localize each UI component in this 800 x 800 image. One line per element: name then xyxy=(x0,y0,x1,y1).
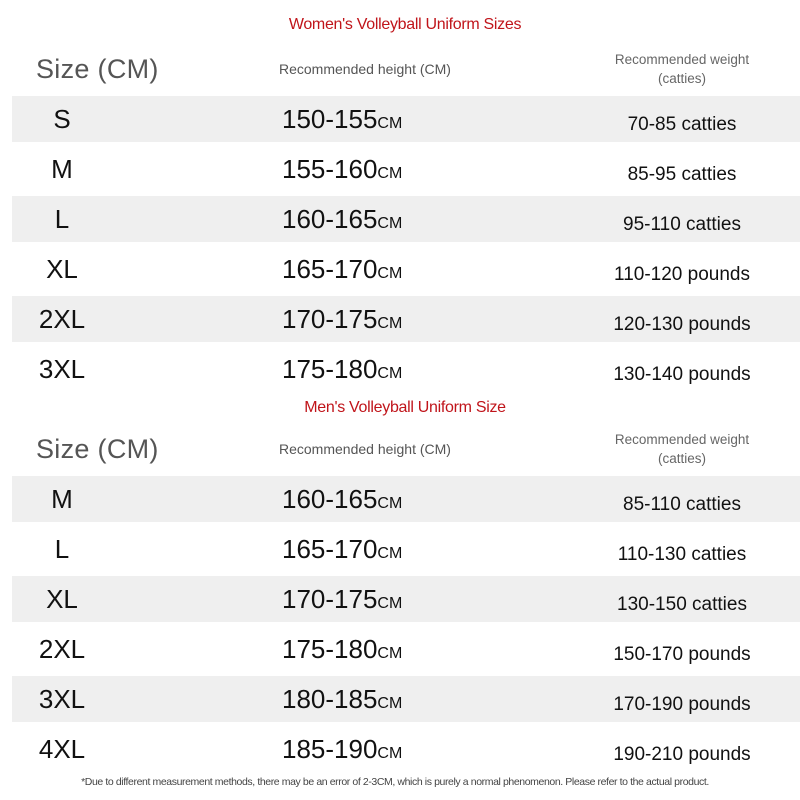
size-label: L xyxy=(54,204,70,234)
height-range xyxy=(282,246,402,292)
height-unit: CM xyxy=(377,265,403,282)
height-range xyxy=(282,196,402,242)
height-range xyxy=(282,526,402,572)
height-value: 175-180 xyxy=(282,634,378,664)
women-height-header: Recommended height (CM) xyxy=(279,61,451,77)
height-range xyxy=(282,576,402,622)
weight-range: 85-110 catties xyxy=(623,494,741,515)
women-section-title: Women's Volleyball Uniform Sizes xyxy=(288,16,522,33)
women-size-row xyxy=(12,246,800,292)
men-weight-header-line1: Recommended weight xyxy=(614,432,750,447)
height-unit: CM xyxy=(377,165,403,182)
height-unit: CM xyxy=(377,545,403,562)
men-size-row xyxy=(12,676,800,722)
measurement-footnote: *Due to different measurement methods, there may be an error of 2-3CM, which is purely a normal phenomenon. Please refer to the actual product. xyxy=(81,776,709,788)
height-value: 175-180 xyxy=(282,354,378,384)
height-value: 165-170 xyxy=(282,254,378,284)
height-unit: CM xyxy=(377,215,403,232)
height-value: 155-160 xyxy=(282,154,378,184)
height-range xyxy=(282,676,402,722)
weight-range: 150-170 pounds xyxy=(613,644,751,665)
height-unit: CM xyxy=(377,365,403,382)
height-range xyxy=(282,476,402,522)
size-label: 2XL xyxy=(38,634,86,664)
women-size-row xyxy=(12,296,800,342)
men-size-header: Size (CM) xyxy=(36,434,159,464)
weight-range: 95-110 catties xyxy=(623,214,741,235)
size-label: 3XL xyxy=(38,354,86,384)
size-label: XL xyxy=(46,254,78,284)
height-value: 150-155 xyxy=(282,104,378,134)
women-size-row xyxy=(12,346,800,392)
women-size-header: Size (CM) xyxy=(36,54,159,84)
women-weight-header-line1: Recommended weight xyxy=(614,52,750,67)
men-size-row xyxy=(12,576,800,622)
height-value: 170-175 xyxy=(282,584,378,614)
height-range xyxy=(282,346,402,392)
size-label: 2XL xyxy=(38,304,86,334)
weight-range: 130-150 catties xyxy=(617,594,747,615)
height-unit: CM xyxy=(377,495,403,512)
men-size-row xyxy=(12,526,800,572)
height-unit: CM xyxy=(377,315,403,332)
women-weight-header-line2: (catties) xyxy=(657,71,706,86)
size-label: L xyxy=(54,534,70,564)
weight-range: 170-190 pounds xyxy=(613,694,751,715)
men-weight-header xyxy=(597,430,767,468)
men-section-title: Men's Volleyball Uniform Size xyxy=(304,399,506,416)
women-size-row xyxy=(12,146,800,192)
height-value: 185-190 xyxy=(282,734,378,764)
weight-range: 120-130 pounds xyxy=(613,314,751,335)
height-unit: CM xyxy=(377,595,403,612)
height-value: 170-175 xyxy=(282,304,378,334)
height-value: 180-185 xyxy=(282,684,378,714)
height-value: 160-165 xyxy=(282,204,378,234)
height-range xyxy=(282,296,402,342)
height-range xyxy=(282,626,402,672)
weight-range: 85-95 catties xyxy=(627,164,737,185)
size-label: XL xyxy=(46,584,78,614)
weight-range: 190-210 pounds xyxy=(613,744,751,765)
women-weight-header xyxy=(597,50,767,88)
size-label: 4XL xyxy=(38,734,86,764)
weight-range: 70-85 catties xyxy=(627,114,737,135)
height-value: 165-170 xyxy=(282,534,378,564)
height-value: 160-165 xyxy=(282,484,378,514)
size-label: 3XL xyxy=(38,684,86,714)
height-unit: CM xyxy=(377,645,403,662)
women-size-row xyxy=(12,96,800,142)
men-height-header: Recommended height (CM) xyxy=(279,441,451,457)
weight-range: 130-140 pounds xyxy=(613,364,751,385)
height-unit: CM xyxy=(377,115,403,132)
men-weight-header-line2: (catties) xyxy=(657,451,706,466)
weight-range: 110-120 pounds xyxy=(614,264,750,285)
men-size-row xyxy=(12,476,800,522)
men-size-row xyxy=(12,626,800,672)
size-label: M xyxy=(51,484,73,514)
height-range xyxy=(282,146,402,192)
weight-range: 110-130 catties xyxy=(617,544,747,565)
height-unit: CM xyxy=(377,745,403,762)
height-unit: CM xyxy=(377,695,403,712)
height-range xyxy=(282,726,402,772)
size-label: M xyxy=(51,154,73,184)
size-label: S xyxy=(53,104,71,134)
men-size-row xyxy=(12,726,800,772)
height-range xyxy=(282,96,402,142)
women-size-row xyxy=(12,196,800,242)
